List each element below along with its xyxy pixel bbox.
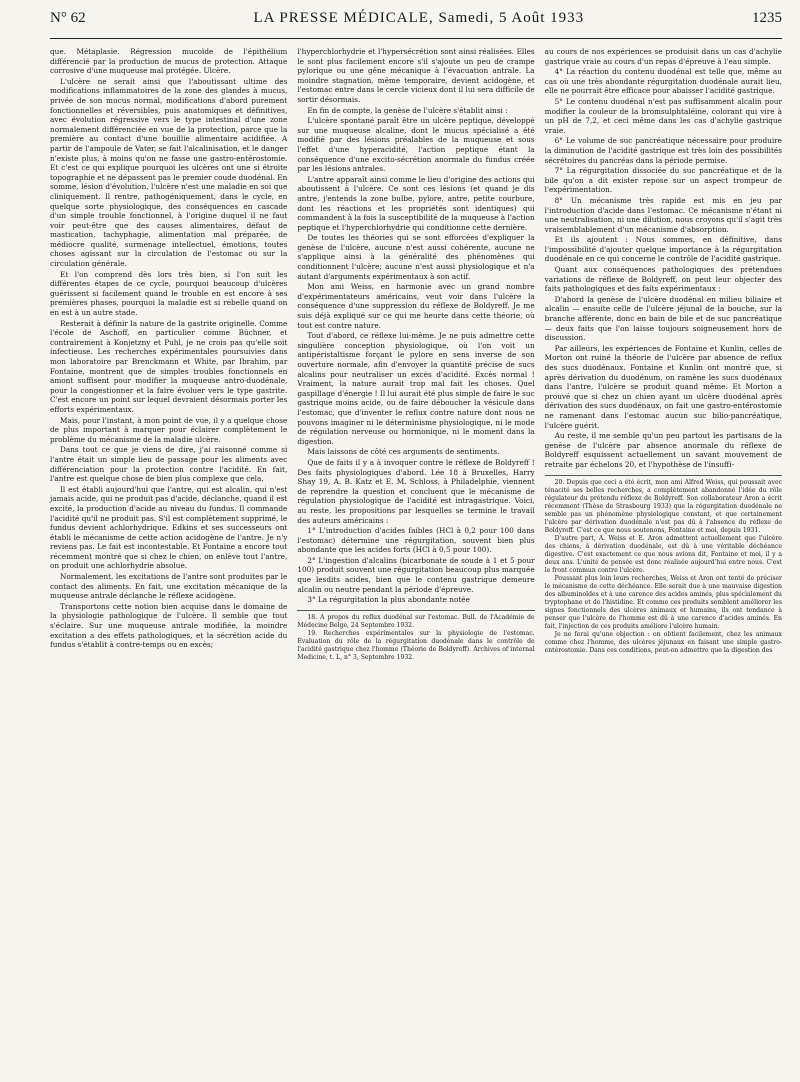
paragraph: Resterait à définir la nature de la gastrite originelle. Comme l'école de Aschoff, en particulier comme Büchner, et contrairement à Konjetzny et Puhl, je ne crois pas qu'elle soit infectieuse. Les recherches expérimentales poursuivies dans mon laboratoire par Brenckmann et White, par Ibrahim, par Fontaine, montrent que de simples troubles fonctionnels en amont suffisent pour modifier la muqueuse antro-duodénale, pour la congestionner et la faire évoluer vers le type gastrite. C'est encore un point sur lequel devraient désormais porter les efforts expérimentaux. (50, 318, 288, 414)
paragraph: Au reste, il me semble qu'un peu partout les partisans de la genèse de l'ulcère par absence anormale du réflexe de Boldyreff esquissent actuellement un savant mouvement de retraite par échelons 20, et l'hypothèse de l'insuffi- (544, 431, 782, 469)
paragraph: 5° Le contenu duodénal n'est pas suffisamment alcalin pour modifier la couleur de la bromsulphtaléine, colorant qui vire à un pH de 7,2, et ceci même dans les cas d'achylie gastrique vraie. (544, 96, 782, 135)
column-1-body (50, 47, 287, 650)
paragraph: Transportons cette notion bien acquise dans le domaine de la physiologie pathologique de l'ulcère. Il semble que tout s'éclaire. Sur une muqueuse antrale modifiée, la moindre excitation a des effets pathologiques, et la sécrétion acide du fundus s'établit à contre-temps ou en excès; (50, 601, 288, 650)
paragraph: Quant aux conséquences pathologiques des prétendues variations de réflexe de Boldyreff, on peut leur objecter des faits pathologiques et des faits expérimentaux : (544, 265, 782, 294)
footnote: Je ne ferai qu'une objection : on obtient facilement, chez les animaux comme chez l'homme, des ulcères jéjunaux en faisant une simple gastro-entérostomie. Dans ces conditions, peut-on admettre que la digestion des (544, 630, 782, 654)
page-number: 1235 (752, 10, 782, 26)
column-3 (545, 47, 782, 662)
paragraph: Il est établi aujourd'hui que l'antre, qui est alcalin, qui n'est jamais acide, qui ne produit pas d'acide, déclanche, quand il est excité, la production d'acide au niveau du fundus. Il commande l'acidité qu'il ne produit pas. S'il est complètement supprimé, le fundus devient achlorhydrique. Edkins et ses successeurs ont établi le mécanisme de cette action acidogène de l'antre. Je n'y reviens pas. Le fait est incontestable. Et Fontaine a encore tout récemment montré que si chez le chien, on enlève tout l'antre, on produit une achlorhydrie absolue. (50, 484, 288, 571)
paragraph: Dans tout ce que je viens de dire, j'ai raisonné comme si l'antre était un simple lieu de passage pour les aliments avec différenciation pour la protection contre l'acidité. En fait, l'antre est quelque chose de bien plus complexe que cela. (50, 445, 288, 484)
paragraph: Et ils ajoutent : Nous sommes, en définitive, dans l'impossibilité d'ajouter quelque importance à la régurgitation duodénale en ce qui concerne le contrôle de l'acidité gastrique. (544, 235, 782, 264)
paragraph: 6° Le volume de suc pancréatique nécessaire pour produire la diminution de l'acidité gastrique est très loin des possibilités sécrétoires du pancréas dans la période permise. (544, 136, 782, 165)
paragraph: L'antre apparaît ainsi comme le lieu d'origine des actions qui aboutissent à l'ulcère. Ce sont ces lésions (et quand je dis antre, j'entends la zone bulbe, pylore, antre, petite courbure, dont les réactions et les propriétés sont identiques) qui commandent à la fois la susceptibilité de la muqueuse à l'action peptique et l'hyperchlorhydrie qui conditionne cette dernière. (297, 174, 535, 232)
column-1 (50, 47, 287, 662)
footnote: Poussant plus loin leurs recherches, Weiss et Aron ont tenté de préciser le mécanisme de cette déchéance. Elle serait due à une mauvaise digestion des albuminoïdes et à une carence des acides aminés, plus spécialement du tryptophane et de l'histidine. Et comme ces produits semblent améliorer les signes fonctionnels des ulcères animaux et humains, ils ont tendance à penser que l'ulcère de l'homme est dû à une carence d'acides aminés. En fait, l'injection de ces produits améliore l'ulcère humain. (544, 574, 782, 630)
paragraph: L'ulcère spontané paraît être un ulcère peptique, développé sur une muqueuse alcaline, dont le mucus spécialisé a été modifié par des lésions préalables de la muqueuse et sous l'effet d'une hyperacidité, l'action peptique étant la conséquence d'une excito-sécrétion anormale du fundus créée par les lésions antrales. (297, 116, 535, 174)
journal-title: LA PRESSE MÉDICALE, Samedi, 5 Août 1933 (253, 10, 585, 26)
footnote: D'autre part, A. Weiss et E. Aron admettent actuellement que l'ulcère des chiens, à dérivation duodénale, est dû à une véritable déchéance digestive. C'est exactement ce que nous avions dit, Fontaine et moi, il y a deux ans. L'unité de pensée est donc réalisée aujourd'hui entre nous. C'est le front commun contre l'ulcère. (544, 534, 782, 574)
columns (50, 47, 782, 662)
paragraph: De toutes les théories qui se sont efforcées d'expliquer la genèse de l'ulcère, aucune n'est aussi cohérente, aucune ne s'applique ainsi à la généralité des phénomènes qui conditionnent l'ulcère; aucune n'est aussi physiologique et n'a autant d'arguments expérimentaux à son actif. (297, 233, 535, 281)
paragraph: Mais laissons de côté ces arguments de sentiments. (307, 447, 500, 457)
paragraph: L'ulcère ne serait ainsi que l'aboutissant ultime des modifications inflammatoires de la zone des glandes à mucus, privée de son mucus normal, modifications d'abord purement fonctionnelles et réversibles, puis anatomiques et définitives, avec évolution régressive vers le type intestinal d'une zone normalement différenciée en vue de la protection, parce que la première au contact d'une bouillie alimentaire acidifiée. A partir de l'ampoule de Vater, se fait l'alcalinisation, et le danger n'existe plus, à moins qu'on ne fasse une gastro-entérostomie. Et c'est ce qui explique pourquoi les ulcères ont une si étroite topographie et ne dépassent pas le premier coude duodénal. En somme, lésion d'évolution, l'ulcère n'est une maladie en soi que cliniquement. Il rentre, pathogéniquement, dans le cycle, en quelque sorte physiologique, des conséquences en cascade d'un simple trouble fonctionnel, à l'origine duquel il ne faut voir peut-être que des causes alimentaires, défaut de mastication, tachyphagie, alimentation mal préparée, de médiocre qualité, surmenage intellectuel, émotions, toutes choses agissant sur la circulation de l'estomac ou sur la circulation générale. (50, 76, 288, 269)
paragraph: En fin de compte, la genèse de l'ulcère s'établit ainsi : (307, 105, 508, 115)
column-3-body (545, 47, 782, 470)
page-header (50, 10, 782, 36)
column-2-footnotes (297, 610, 534, 662)
footnote: 18. A propos du reflux duodénal sur l'estomac. Bull. de l'Académie de Médecine Belge, 24 Septembre 1932. (297, 613, 535, 629)
paragraph: Par ailleurs, les expériences de Fontaine et Kunlin, celles de Morton ont ruiné la théorie de l'ulcère par absence de reflux des sucs duodénaux. Fontaine et Kunlin ont montré que, si après dérivation du duodénum, on ramène les sucs duodénaux dans l'antre, l'ulcère se produit quand même. Et Morton a prouvé que si chez un chien ayant un ulcère duodénal après dérivation des sucs duodénaux, on fait une gastro-entérostomie ne ramenant dans l'estomac aucun suc bilio-pancréatique, l'ulcère guérit. (544, 343, 782, 430)
column-2-body (297, 47, 534, 605)
paragraph: 7° La régurgitation dissociée du suc pancréatique et de la bile qu'on a dit exister repose sur un aspect trompeur de l'expérimentation. (544, 166, 782, 195)
paragraph: Tout d'abord, ce réflexe lui-même. Je ne puis admettre cette singulière conception physiologique, où l'on voit un antipéristaltisme forçant le pylore en sens inverse de son ouverture normale, afin d'envoyer la quantité précise de sucs alcalins pour neutraliser un excès d'acidité. Excès normal ! Vraiment, la nature aurait trop mal fait les choses. Quel gaspillage d'énergie ! Il lui aurait été plus simple de faire le suc gastrique moins acide, ou de faire déboucher la vésicule dans l'estomac, que d'inventer le reflux contre nature dont nous ne pouvons imaginer ni le déterminisme physiologique, ni le mode de régulation nerveuse ou hormonique, ni le moment dans la digestion. (297, 331, 535, 446)
footnote: 19. Recherches expérimentales sur la physiologie de l'estomac. Évaluation du rôle de la régurgitation duodénale dans le contrôle de l'acidité gastrique chez l'homme (Théorie de Boldyreff). Archives of internal Medicine, t. L, n° 3, Septembre 1932. (297, 629, 535, 661)
paragraph: 2° L'ingestion d'alcalins (bicarbonate de soude à 1 et 5 pour 100) produit souvent une régurgitation beaucoup plus marquée que lesdits acides, bien que le contenu gastrique demeure alcalin ou neutre pendant la période d'épreuve. (297, 555, 535, 594)
paragraph: au cours de nos expériences se produisit dans un cas d'achylie gastrique vraie au cours d'un repas d'épreuve à l'eau simple. (544, 47, 782, 66)
paragraph: 1° L'introduction d'acides faibles (HCl à 0,2 pour 100 dans l'estomac) détermine une régurgitation, souvent bien plus abondante que les acides forts (HCl à 0,5 pour 100). (297, 526, 535, 555)
column-2 (297, 47, 534, 662)
paragraph: Mon ami Weiss, en harmonie avec un grand nombre d'expérimentateurs américains, veut voir dans l'ulcère la conséquence d'une suppression du réflexe de Boldyreff. Je me suis déjà expliqué sur ce qui me heurte dans cette théorie, où tout est contre nature. (297, 282, 535, 330)
paragraph: Et l'on comprend dès lors très bien, si l'on suit les différentes étapes de ce cycle, pourquoi beaucoup d'ulcères guérissent si facilement quand le trouble en est encore à ses premières phases, pourquoi la maladie est si rebelle quand on en est à un autre stade. (50, 269, 288, 318)
paragraph: 4° La réaction du contenu duodénal est telle que, même au cas où une très abondante régurgitation duodénale aurait lieu, elle ne pourrait être efficace pour abaisser l'acidité gastrique. (544, 67, 782, 96)
paragraph: 3° La régurgitation la plus abondante notée (307, 595, 470, 605)
column-3-footnotes (545, 475, 782, 655)
paragraph: Normalement, les excitations de l'antre sont produites par le contact des aliments. En fait, une excitation mécanique de la muqueuse antrale déclanche le réflexe acidogène. (50, 572, 288, 601)
issue-number: N° 62 (50, 10, 86, 26)
paragraph: D'abord la genèse de l'ulcère duodénal en milieu biliaire et alcalin — ensuite celle de l'ulcère jéjunal de la bouche, sur la branche afférente, donc en bain de bile et de suc pancréatique — deux faits que l'on laisse toujours soigneusement hors de discussion. (544, 294, 782, 343)
paragraph: Que de faits il y a à invoquer contre le réflexe de Boldyreff ! Des faits physiologiques d'abord. Lée 18 à Bruxelles, Harry Shay 19, A. B. Katz et E. M. Schloss, à Philadelphie, viennent de reprendre la question et concluent que le mécanisme de régulation physiologique de l'acidité est intragastrique. Voici, au reste, les propositions par lesquelles se termine le travail des auteurs américains : (297, 457, 535, 525)
paragraph: Mais, pour l'instant, à mon point de vue, il y a quelque chose de plus important à marquer pour éclairer complètement le problème du mécanisme de la maladie ulcère. (50, 415, 288, 444)
paragraph: l'hyperchlorhydrie et l'hypersécrétion sont ainsi réalisées. Elles le sont plus facilement encore s'il s'ajoute un peu de crampe pylorique ou une gêne mécanique à l'évacuation antrale. La moindre stagnation, même temporaire, devient acidogène, et l'estomac entre dans le cercle vicieux dont il lui sera difficile de sortir désormais. (297, 47, 535, 104)
paragraph: que. Métaplasie. Régression mucoïde de l'épithélium différencié par la production de mucus de protection. Attaque corrosive d'une muqueuse mal protégée. Ulcère. (50, 47, 288, 76)
header-rule (50, 38, 782, 39)
footnote: 20. Depuis que ceci a été écrit, mon ami Alfred Weiss, qui poussait avec ténacité ses belles recherches, a complètement abandonné l'idée du rôle régulateur du prétendu réflexe de Boldyreff. Son collaborateur Aron a écrit récemment (Thèse de Strasbourg 1933) que la régurgitation duodénale ne semble pas un phénomène physiologique constant, et que certainement l'ulcère par dérivation duodénale n'est pas dû à l'absence du réflexe de Boldyreff. C'est ce que nous soutenons, Fontaine et moi, depuis 1931. (544, 478, 782, 534)
paragraph: 8° Un mécanisme très rapide est mis en jeu par l'introduction d'acide dans l'estomac. Ce mécanisme n'étant ni une neutralisation, ni une dilution, nous croyons qu'il s'agit très vraisemblablement d'un mécanisme d'absorption. (544, 195, 782, 234)
